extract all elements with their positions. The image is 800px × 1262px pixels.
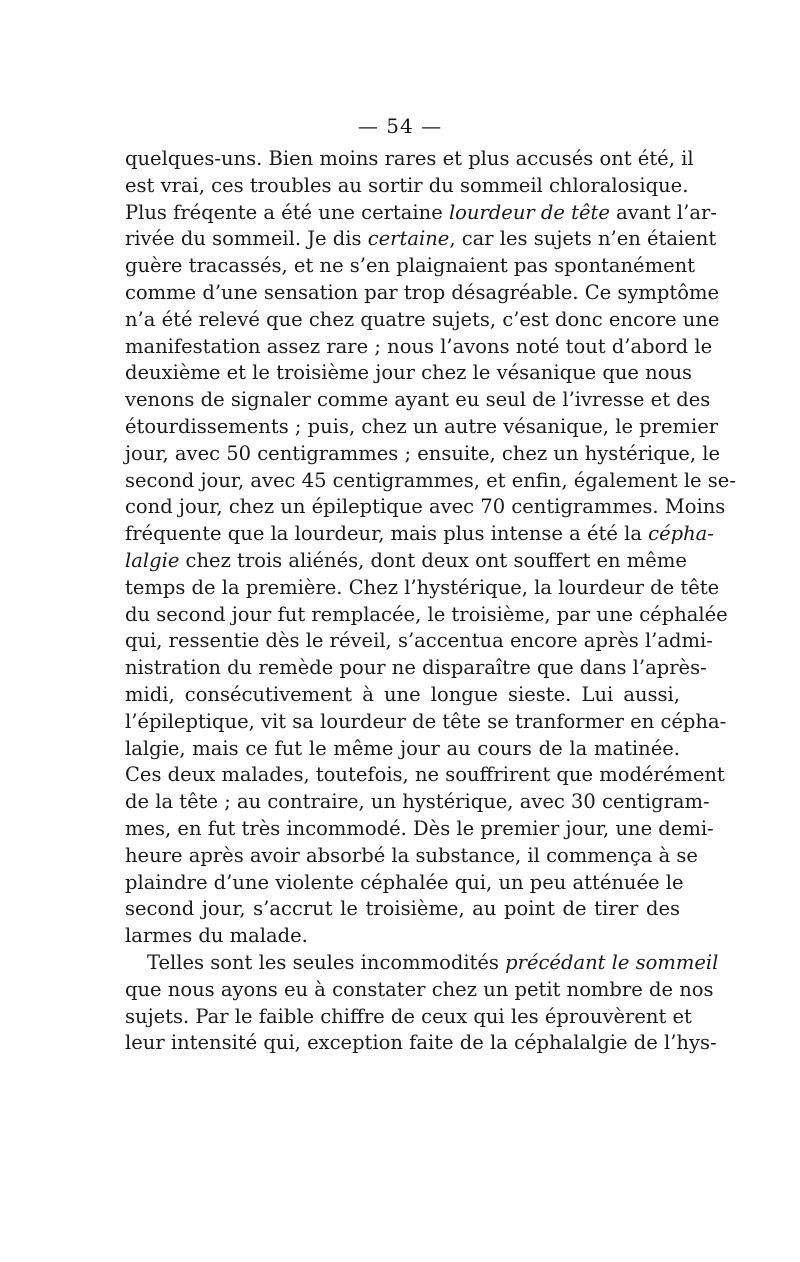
text-line <box>125 360 693 387</box>
italic-text: cépha- <box>648 522 714 546</box>
text-line <box>125 977 714 1004</box>
text-segment: jour, avec 50 centigrammes ; ensuite, chez un hystérique, le <box>125 441 721 465</box>
text-segment: second jour, s’accrut le troisième, au point de tirer des <box>125 897 680 921</box>
text-segment: fréquente que la lourdeur, mais plus intense a été la <box>125 522 649 546</box>
text-segment: étourdissements ; puis, chez un autre vésanique, le premier <box>125 414 719 438</box>
text-segment: deuxième et le troisième jour chez le vésanique que nous <box>125 361 693 385</box>
text-segment: sujets. Par le faible chiffre de ceux qui les éprouvèrent et <box>125 1004 692 1028</box>
text-line <box>125 146 694 173</box>
text-segment: du second jour fut remplacée, le troisième, par une céphalée <box>125 602 728 626</box>
text-segment: n’a été relevé que chez quatre sujets, c’est donc encore une <box>125 307 720 331</box>
text-line <box>125 682 680 709</box>
paragraph <box>125 146 736 950</box>
text-line <box>125 334 713 361</box>
text-segment: est vrai, ces troubles au sortir du sommeil chloralosique. <box>125 173 689 197</box>
text-segment: lalgie, mais ce fut le même jour au cours de la matinée. <box>125 736 680 760</box>
text-segment: quelques-uns. Bien moins rares et plus accusés ont été, il <box>125 147 694 170</box>
text-line <box>125 200 717 227</box>
text-segment: que nous ayons eu à constater chez un petit nombre de nos <box>125 977 714 1001</box>
text-line <box>125 923 680 950</box>
text-segment: larmes du malade. <box>125 924 308 948</box>
text-segment: mes, en fut très incommodé. Dès le premier jour, une demi- <box>125 816 714 840</box>
text-line <box>125 950 719 977</box>
text-segment: temps de la première. Chez l’hystérique, la lourdeur de tête <box>125 575 720 599</box>
text-segment: venons de signaler comme ayant eu seul de l’ivresse et des <box>125 388 711 412</box>
text-segment: nistration du remède pour ne disparaître que dans l’après- <box>125 656 707 680</box>
text-line <box>125 521 714 548</box>
text-segment: de la tête ; au contraire, un hystérique, avec 30 centigram- <box>125 790 710 814</box>
italic-text: lourdeur de tête <box>448 200 610 224</box>
text-segment: heure après avoir absorbé la substance, il commença à se <box>125 843 698 867</box>
text-line <box>125 253 696 280</box>
text-line <box>125 468 736 495</box>
text-segment: comme d’une sensation par trop désagréable. Ce symptôme <box>125 280 719 304</box>
text-line <box>125 173 689 200</box>
text-segment: chez trois aliénés, dont deux ont souffert en même <box>179 548 687 572</box>
text-line <box>125 655 707 682</box>
text-line <box>125 1030 717 1057</box>
text-segment: Telles sont les seules incommodités <box>147 950 506 974</box>
text-line <box>125 896 680 923</box>
text-segment: rivée du sommeil. Je dis <box>125 227 368 251</box>
text-segment: , car les sujets n’en étaient <box>449 227 717 251</box>
text-line <box>125 280 719 307</box>
text-line <box>125 387 711 414</box>
italic-text: précédant le sommeil <box>505 950 719 974</box>
text-segment: guère tracassés, et ne s’en plaignaient pas spontanément <box>125 254 696 278</box>
text-line <box>125 494 726 521</box>
text-line <box>125 414 719 441</box>
text-line <box>125 226 717 253</box>
paragraph <box>125 950 719 1057</box>
italic-text: certaine <box>367 227 450 251</box>
text-segment: Plus fréqente a été une certaine <box>125 200 449 224</box>
text-segment: manifestation assez rare ; nous l’avons noté tout d’abord le <box>125 334 713 358</box>
text-line <box>125 602 728 629</box>
text-segment: cond jour, chez un épileptique avec 70 centigrammes. Moins <box>125 495 726 519</box>
text-line <box>125 548 687 575</box>
text-line <box>125 789 710 816</box>
text-segment: avant l’ar- <box>609 200 717 224</box>
text-line <box>125 816 714 843</box>
page-number: — 54 — <box>357 114 443 138</box>
text-line <box>125 441 721 468</box>
text-segment: second jour, avec 45 centigrammes, et enfin, également le se- <box>125 468 736 492</box>
text-line <box>125 628 713 655</box>
text-line <box>125 1004 692 1031</box>
text-segment: midi, consécutivement à une longue sieste. Lui aussi, <box>125 682 680 706</box>
text-line <box>125 575 720 602</box>
body-text <box>125 146 736 1057</box>
text-segment: qui, ressentie dès le réveil, s’accentua encore après l’admi- <box>125 629 713 653</box>
text-line <box>125 843 698 870</box>
text-line <box>125 709 727 736</box>
text-line <box>125 307 720 334</box>
text-segment: Ces deux malades, toutefois, ne souffrirent que modérément <box>125 763 725 787</box>
text-line <box>125 736 680 763</box>
text-segment: leur intensité qui, exception faite de la céphalalgie de l’hys- <box>125 1031 717 1055</box>
text-line <box>125 870 684 897</box>
italic-text: lalgie <box>125 548 180 572</box>
text-segment: plaindre d’une violente céphalée qui, un peu atténuée le <box>125 870 684 894</box>
text-segment: l’épileptique, vit sa lourdeur de tête se tranformer en cépha- <box>125 709 727 733</box>
text-line <box>125 762 725 789</box>
